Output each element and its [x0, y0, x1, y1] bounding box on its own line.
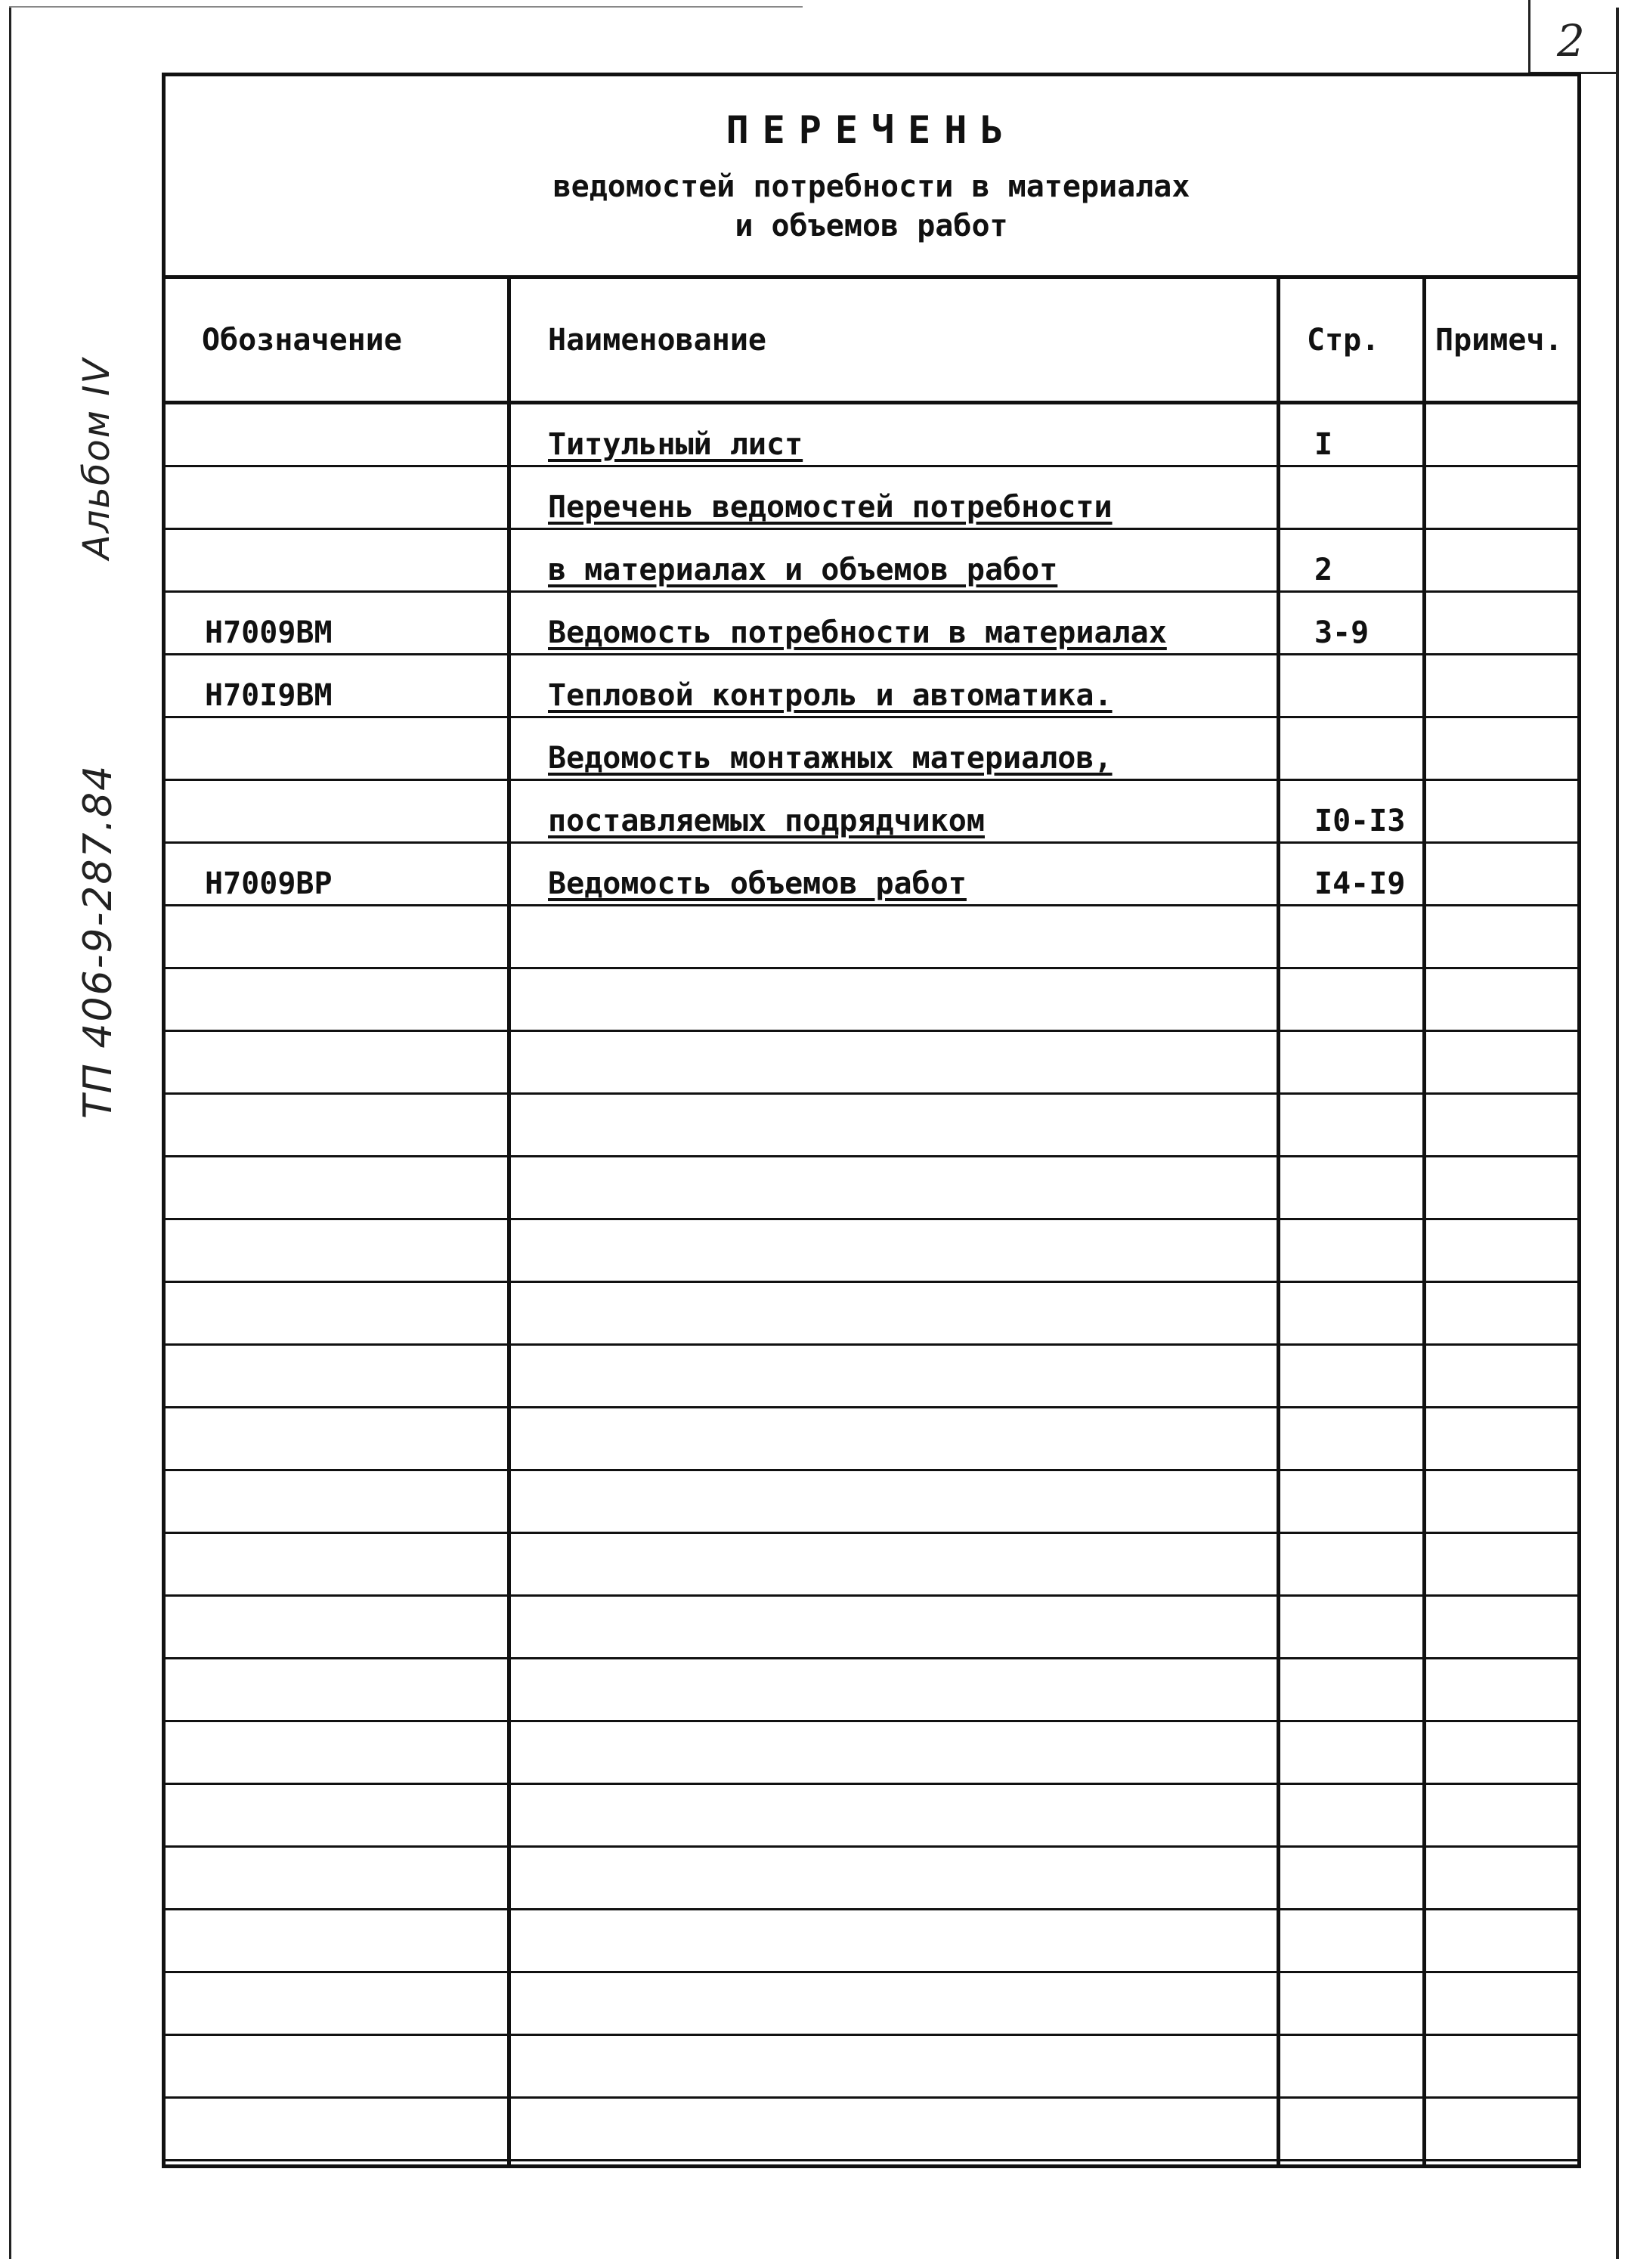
row-name: Перечень ведомостей потребности [548, 490, 1113, 525]
empty-table-row [166, 2036, 1577, 2099]
empty-table-row [166, 906, 1577, 969]
row-page: 3-9 [1314, 615, 1369, 650]
row-page: I [1314, 427, 1333, 462]
table-header-block [166, 76, 1577, 279]
row-name: Ведомость потребности в материалах [548, 615, 1167, 650]
side-label-document-code: ТП 406-9-287.84 [76, 764, 121, 1119]
row-name: в материалах и объемов работ [548, 553, 1058, 587]
table-row [166, 718, 1577, 781]
subtitle-line-2: и объемов работ [735, 209, 1008, 243]
row-designation: Н7009ВР [205, 866, 333, 901]
row-name: Титульный лист [548, 427, 803, 462]
column-header-row [166, 279, 1577, 404]
subtitle-line-1: ведомостей потребности в материалах [552, 169, 1190, 204]
table-row [166, 593, 1577, 655]
column-header-note: Примеч. [1435, 322, 1563, 358]
empty-table-row [166, 1785, 1577, 1848]
main-table [162, 73, 1581, 2168]
row-page: I0-I3 [1314, 804, 1406, 838]
table-row [166, 655, 1577, 718]
empty-table-row [166, 1408, 1577, 1471]
side-label-album: Альбом IV [76, 357, 118, 559]
table-row [166, 530, 1577, 593]
empty-table-row [166, 1157, 1577, 1220]
empty-table-row [166, 1283, 1577, 1346]
empty-table-row [166, 1910, 1577, 1973]
table-row [166, 404, 1577, 467]
row-page: I4-I9 [1314, 866, 1406, 901]
column-header-designation: Обозначение [202, 322, 402, 358]
empty-table-row [166, 1032, 1577, 1095]
table-row [166, 781, 1577, 844]
empty-table-row [166, 1722, 1577, 1785]
sheet-number: 2 [1557, 15, 1585, 67]
row-name: Ведомость объемов работ [548, 866, 967, 901]
empty-table-row [166, 1973, 1577, 2036]
table-row [166, 467, 1577, 530]
row-name: Ведомость монтажных материалов, [548, 741, 1113, 776]
empty-table-row [166, 1346, 1577, 1408]
empty-table-row [166, 1534, 1577, 1597]
empty-table-row [166, 1471, 1577, 1534]
column-header-page: Стр. [1307, 322, 1380, 358]
row-name: поставляемых подрядчиком [548, 804, 985, 838]
empty-table-row [166, 1095, 1577, 1157]
document-title: ПЕРЕЧЕНЬ [726, 108, 1017, 152]
row-designation: Н70I9ВМ [205, 678, 333, 713]
empty-table-row [166, 2099, 1577, 2161]
row-name: Тепловой контроль и автоматика. [548, 678, 1113, 713]
empty-table-row [166, 1659, 1577, 1722]
document-subtitle [166, 167, 1577, 246]
empty-table-row [166, 969, 1577, 1032]
column-header-name: Наименование [548, 322, 766, 358]
row-designation: Н7009ВМ [205, 615, 333, 650]
row-page: 2 [1314, 553, 1333, 587]
empty-table-row [166, 1597, 1577, 1659]
empty-table-row [166, 1848, 1577, 1910]
empty-table-row [166, 1220, 1577, 1283]
table-row [166, 844, 1577, 906]
